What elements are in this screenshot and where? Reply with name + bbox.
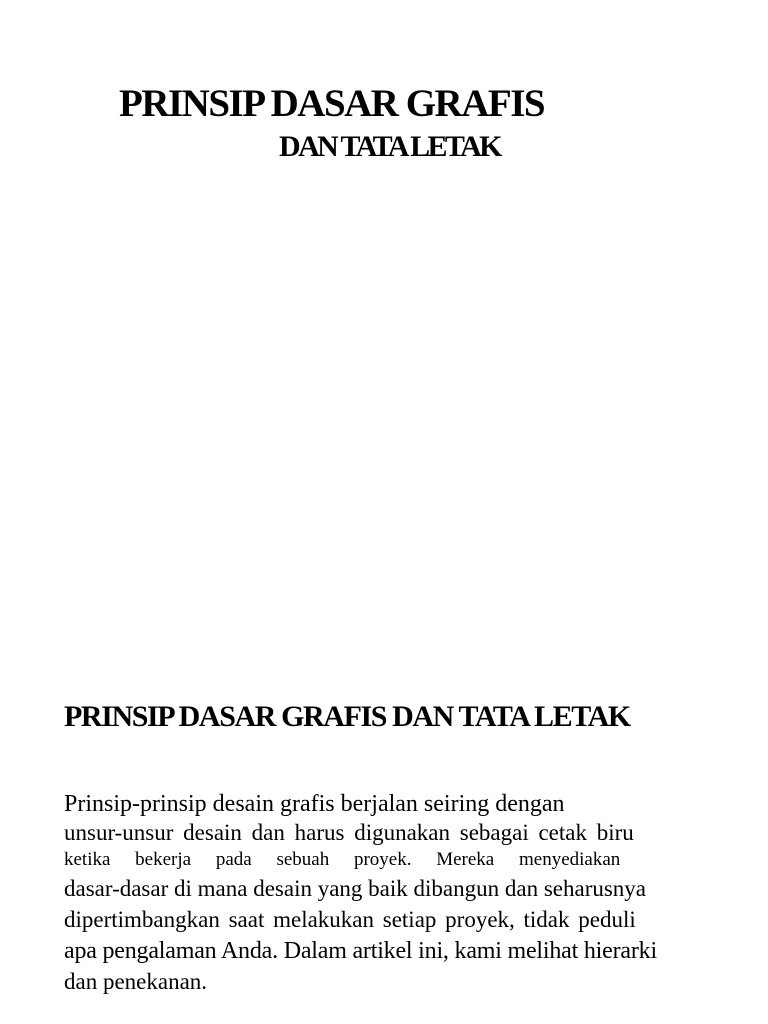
- paragraph-line: Prinsip-prinsip desain grafis berjalan seiring dengan: [64, 791, 565, 817]
- article-heading: PRINSIP DASAR GRAFIS DAN TATA LETAK: [64, 700, 630, 733]
- paragraph-line: dan penekanan.: [64, 969, 208, 994]
- cover-subtitle: DAN TATA LETAK: [279, 130, 500, 163]
- paragraph-line: apa pengalaman Anda. Dalam artikel ini, kami melihat hierarki: [64, 938, 657, 964]
- paragraph-line: dipertimbangkan saat melakukan setiap proyek, tidak peduli: [64, 907, 636, 932]
- paragraph-line: unsur-unsur desain dan harus digunakan sebagai cetak biru: [64, 820, 634, 845]
- paragraph-line: dasar-dasar di mana desain yang baik dibangun dan seharusnya: [64, 876, 647, 901]
- cover-title: PRINSIP DASAR GRAFIS: [119, 82, 545, 125]
- paragraph-line: ketika bekerja pada sebuah proyek. Mereka menyediakan: [64, 849, 621, 870]
- article-paragraph: [64, 789, 744, 997]
